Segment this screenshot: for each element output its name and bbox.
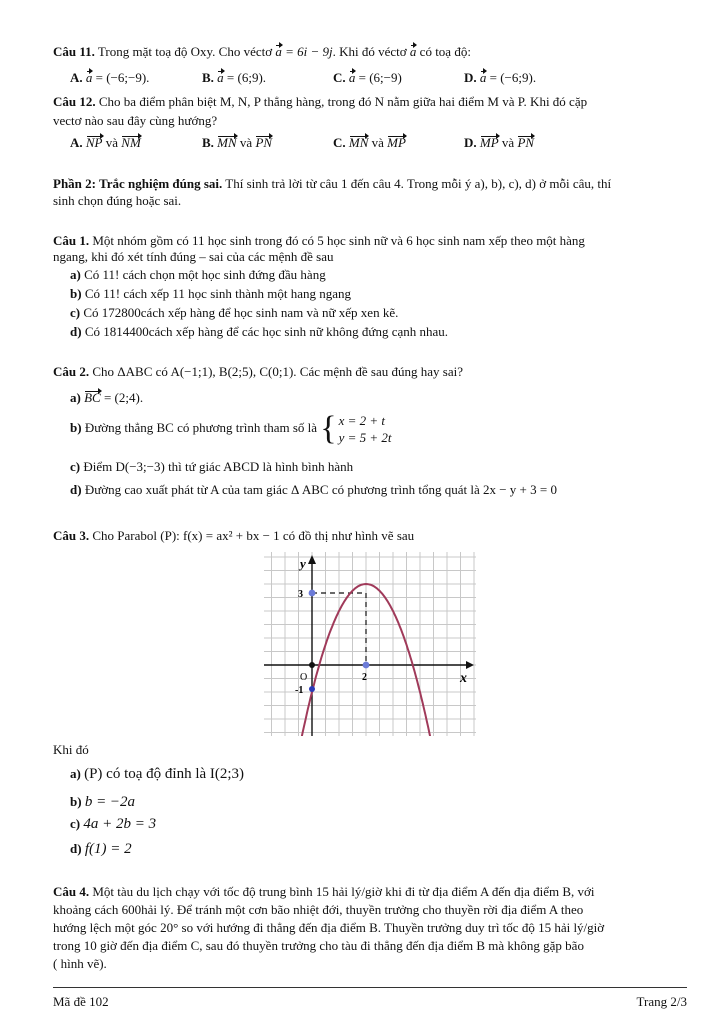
c4-line2: khoảng cách 600hải lý. Để tránh một cơn bão nhiệt đới, thuyền trưởng cho thuyền rời địa điểm A theo <box>53 902 584 917</box>
q12-option-a: A. NP và NM <box>70 135 141 150</box>
footer-divider <box>53 987 687 988</box>
point-y-3 <box>309 590 316 597</box>
origin-label: O <box>300 672 308 683</box>
q11-stem: Câu 11. Trong mặt toạ độ Oxy. Cho véctơ a = 6i − 9j. Khi đó véctơ a có toạ độ: <box>53 44 471 59</box>
tick-x-2: 2 <box>362 672 367 683</box>
brace-icon: { <box>320 410 337 447</box>
y-axis-arrow-icon <box>308 555 316 564</box>
q11-option-c: C. a = (6;−9) <box>333 70 402 85</box>
c2-item-b: b) Đường thẳng BC có phương trình tham số là { x = 2 + t y = 5 + 2t <box>70 410 392 447</box>
point-origin <box>309 662 315 668</box>
tick-y-3: 3 <box>298 589 303 600</box>
c3-item-a: a) (P) có toạ độ đỉnh là I(2;3) <box>70 766 245 782</box>
y-axis-label: y <box>300 556 306 571</box>
c1-item-a: a) Có 11! cách chọn một học sinh đứng đầu hàng <box>70 267 326 282</box>
q12-option-d: D. MP và PN <box>464 135 535 150</box>
c3-then: Khi đó <box>53 742 89 757</box>
c3-item-d: d) f(1) = 2 <box>70 841 132 857</box>
c4-line1: Câu 4. Một tàu du lịch chạy với tốc độ trung bình 15 hải lý/giờ khi đi từ địa điểm A đến địa điểm B, với <box>53 884 595 899</box>
point-x-2 <box>363 662 370 669</box>
c3-stem: Câu 3. Cho Parabol (P): f(x) = ax² + bx − 1 có đồ thị như hình vẽ sau <box>53 528 415 543</box>
c1-item-b: b) Có 11! cách xếp 11 học sinh thành một hang ngang <box>70 286 352 301</box>
q12-option-b: B. MN và PN <box>202 135 273 150</box>
parametric-system: x = 2 + t y = 5 + 2t <box>338 413 392 445</box>
c2-item-c: c) Điểm D(−3;−3) thì tứ giác ABCD là hình bình hành <box>70 459 354 474</box>
q11-option-a: A. a = (−6;−9). <box>70 70 150 85</box>
footer-exam-code: Mã đề 102 <box>53 994 109 1009</box>
c1-item-c: c) Có 172800cách xếp hàng để học sinh nam và nữ xếp xen kẽ. <box>70 305 399 320</box>
c4-line5: ( hình vẽ). <box>53 956 107 971</box>
part2-heading: Phần 2: Trắc nghiệm đúng sai. Thí sinh trả lời từ câu 1 đến câu 4. Trong mỗi ý a), b), c), d) ở mỗi câu, thí <box>53 176 612 191</box>
c1-stem-line1: Câu 1. Một nhóm gồm có 11 học sinh trong đó có 5 học sinh nữ và 6 học sinh nam xếp theo một hàng <box>53 233 585 248</box>
part2-heading-line2: sinh chọn đúng hoặc sai. <box>53 193 182 208</box>
q11-option-b: B. a = (6;9). <box>202 70 267 85</box>
c2-item-d: d) Đường cao xuất phát từ A của tam giác Δ ABC có phương trình tổng quát là 2x − y + 3 = 0 <box>70 482 557 497</box>
tick-y-minus-1: -1 <box>295 685 304 696</box>
c1-stem-line2: ngang, khi đó xét tính đúng – sai của các mệnh đề sau <box>53 249 334 264</box>
c2-stem: Câu 2. Cho ΔABC có A(−1;1), B(2;5), C(0;1). Các mệnh đề sau đúng hay sai? <box>53 364 463 379</box>
c3-item-b: b) b = −2a <box>70 794 136 810</box>
q12-option-c: C. MN và MP <box>333 135 406 150</box>
c4-line4: trong 10 giờ đến địa điểm C, sau đó thuyền trưởng cho tàu đi thẳng đến địa điểm B mà không gặp bão <box>53 938 584 953</box>
x-axis-arrow-icon <box>466 661 474 669</box>
x-axis-label: x <box>460 671 467 686</box>
q12-stem-line1: Câu 12. Cho ba điểm phân biệt M, N, P thẳng hàng, trong đó N nằm giữa hai điểm M và P. Khi đó cặp <box>53 94 588 109</box>
q11-option-d: D. a = (−6;9). <box>464 70 537 85</box>
parabola-graph <box>264 552 476 736</box>
c3-item-c: c) 4a + 2b = 3 <box>70 816 157 832</box>
footer-page-number: Trang 2/3 <box>636 994 687 1009</box>
c2-item-a: a) BC = (2;4). <box>70 390 144 405</box>
q12-stem-line2: vectơ nào sau đây cùng hướng? <box>53 113 218 128</box>
c1-item-d: d) Có 1814400cách xếp hàng để các học sinh nữ không đứng cạnh nhau. <box>70 324 449 339</box>
c4-line3: hướng lệch một góc 20° so với hướng đi thẳng đến địa điểm B. Thuyền trưởng duy trì tốc độ 15 hải lý/giờ <box>53 920 605 935</box>
point-y-intercept <box>309 686 315 692</box>
